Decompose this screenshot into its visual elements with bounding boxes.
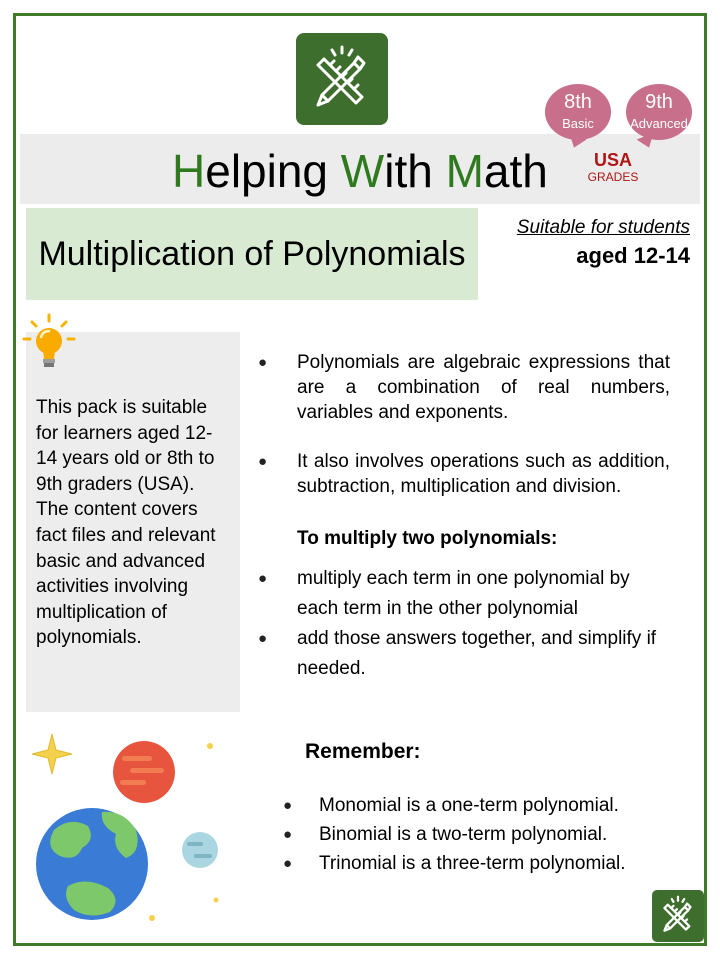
- topic-title: Multiplication of Polynomials: [38, 235, 466, 273]
- suitable-label: Suitable for students: [516, 217, 690, 238]
- site-title: Helping With Math: [172, 145, 548, 197]
- lightbulb-icon: [18, 312, 78, 372]
- grade-8-badge: 8th Basic: [545, 84, 611, 140]
- usa-grades-label: USA GRADES: [587, 150, 639, 184]
- topic-box: [26, 208, 478, 300]
- fact-item: ● Polynomials are algebraic expressions that are a combination of real numbers, variables and exponents.: [258, 350, 670, 425]
- steps-heading: To multiply two polynomials:: [297, 528, 558, 549]
- remember-heading: Remember:: [305, 740, 421, 763]
- term-item: ● Binomial is a two-term polynomial.: [283, 820, 683, 849]
- grade-9-badge: 9th Advanced: [626, 84, 692, 140]
- terms-list: [283, 791, 683, 878]
- fact-item: ● It also involves operations such as addition, subtraction, multiplication and division.: [258, 449, 670, 499]
- step-item: ● add those answers together, and simplify if needed.: [258, 624, 670, 684]
- pencil-ruler-icon: [652, 890, 704, 942]
- age-range: aged 12-14: [576, 243, 690, 268]
- age-suitability: [480, 216, 690, 270]
- facts-list: [258, 350, 670, 684]
- pencil-ruler-icon: [296, 33, 388, 125]
- term-item: ● Monomial is a one-term polynomial.: [283, 791, 683, 820]
- term-item: ● Trinomial is a three-term polynomial.: [283, 849, 683, 878]
- step-item: ● multiply each term in one polynomial by each term in the other polynomial: [258, 564, 670, 624]
- info-text: This pack is suitable for learners aged 12-14 years old or 8th to 9th graders (USA). The content covers fact files and relevant basic and advanced activities involving multiplication of polynomials.: [36, 397, 216, 649]
- planets-illustration: [30, 730, 230, 930]
